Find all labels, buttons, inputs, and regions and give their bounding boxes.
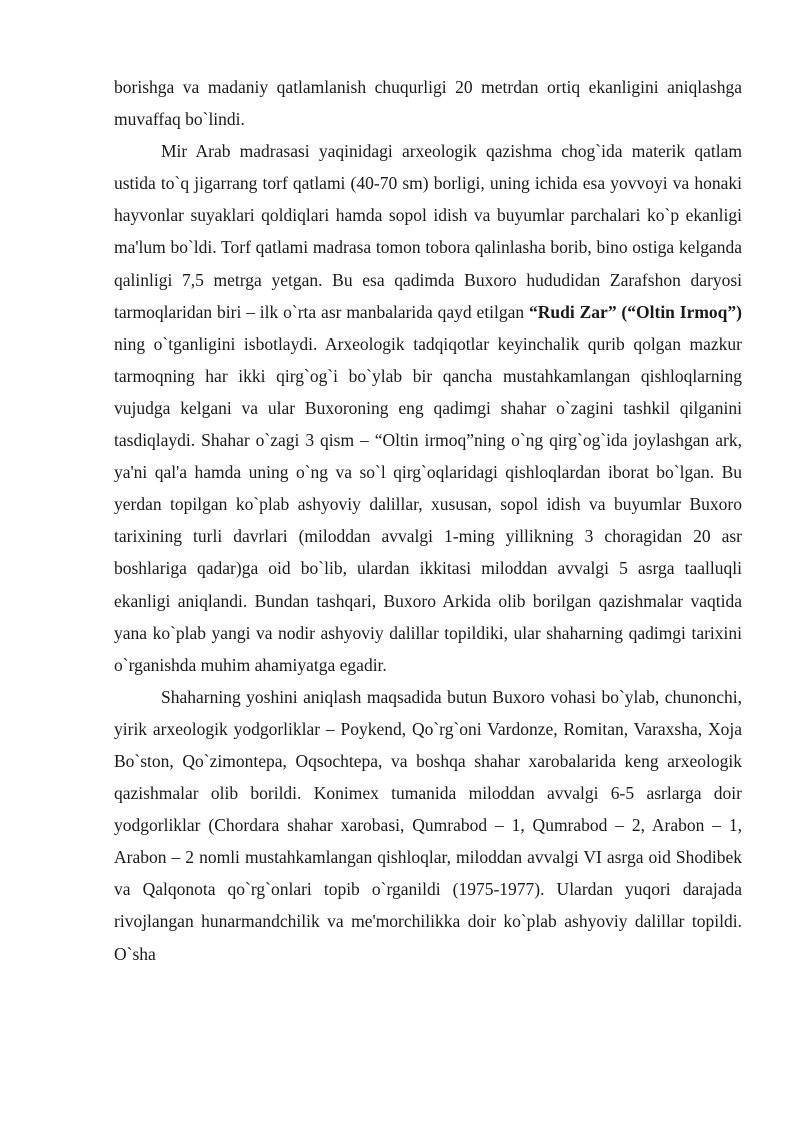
paragraph-mir-arab	[114, 135, 742, 681]
document-page	[114, 71, 742, 970]
paragraph-continued: borishga va madaniy qatlamlanish chuqurligi 20 metrdan ortiq ekanligini aniqlashga muvaffaq bo`lindi.	[114, 77, 742, 130]
paragraph-text-after: ning o`tganligini isbotlaydi. Arxeologik tadqiqotlar keyinchalik qurib qolgan mazkur tarmoqning har ikki qirg`og`i bo`ylab bir qancha mustahkamlangan qishloqlarning vujudga kelgani va ular Buxoroning eng qadimgi shahar o`zagini tashkil qilganini tasdiqlaydi. Shahar o`zagi 3 qism – “Oltin irmoq”ning o`ng qirg`og`ida joylashgan ark, ya'ni qal'a hamda uning o`ng va so`l qirg`oqlaridagi qishloqlardan iborat bo`lgan. Bu yerdan topilgan ko`plab ashyoviy dalillar, xususan, sopol idish va buyumlar Buxoro tarixining turli davrlari (miloddan avvalgi 1-ming yillikning 3 choragidan 20 asr boshlariga qadar)ga oid bo`lib, ulardan ikkitasi miloddan avvalgi 5 asrga taalluqli ekanligi aniqlandi. Bundan tashqari, Buxoro Arkida olib borilgan qazishmalar vaqtida yana ko`plab yangi va nodir ashyoviy dalillar topildiki, ular shaharning qadimgi tarixini o`rganishda muhim ahamiyatga egadir.	[114, 333, 742, 675]
paragraph-shahar-yoshi: Shaharning yoshini aniqlash maqsadida butun Buxoro vohasi bo`ylab, chunonchi, yirik arxeologik yodgorliklar – Poykend, Qo`rg`oni Vardonze, Romitan, Varaxsha, Xoja Bo`ston, Qo`zimontepa, Oqsochtepa, va boshqa shahar xarobalarida keng arxeologik qazishmalar olib borildi. Konimex tumanida miloddan avvalgi 6-5 asrlarga doir yodgorliklar (Chordara shahar xarobasi, Qumrabod – 1, Qumrabod – 2, Arabon – 1, Arabon – 2 nomli mustahkamlangan qishloqlar, miloddan avvalgi VI asrga oid Shodibek va Qalqonota qo`rg`onlari topib o`rganildi (1975-1977). Ulardan yuqori darajada rivojlangan hunarmandchilik va me'morchilikka doir ko`plab ashyoviy dalillar topildi. O`sha	[114, 686, 742, 964]
rudi-zar-bold-term: “Rudi Zar” (“Oltin Irmoq”)	[529, 301, 742, 322]
paragraph-text-before: Mir Arab madrasasi yaqinidagi arxeologik qazishma chog`ida materik qatlam ustida to`q jigarrang torf qatlami (40-70 sm) borligi, uning ichida esa yovvoyi va honaki hayvonlar suyaklari qoldiqlari hamda sopol idish va buyumlar parchalari ko`p ekanligi ma'lum bo`ldi. Torf qatlami madrasa tomon tobora qalinlasha borib, bino ostiga kelganda qalinligi 7,5 metrga yetgan. Bu esa qadimda Buxoro hududidan Zarafshon daryosi tarmoqlaridan biri – ilk o`rta asr manbalarida qayd etilgan	[114, 141, 742, 322]
